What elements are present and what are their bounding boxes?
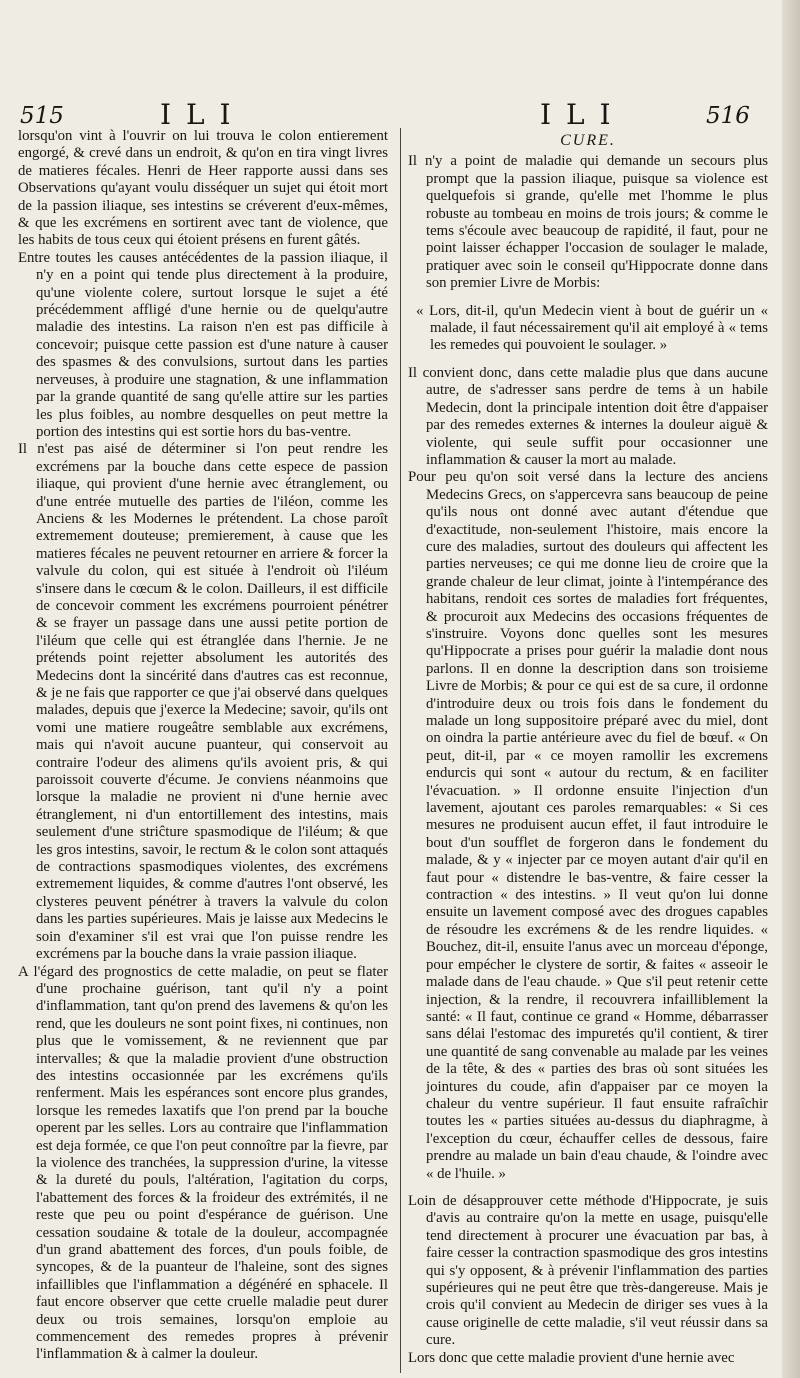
right-paragraph-2: Il convient donc, dans cette maladie plus que dans aucune autre, de s'adresser sans perdre de tems à un habile Medecin, dont la principale intention doit être d'appaiser par des remedes externes & internes la douleur aiguë & violente, qui seule suffit pour occasionner une inflammation & causer la mort au malade. xyxy=(408,364,768,468)
left-page-number: 515 xyxy=(20,103,64,129)
left-running-head: I L I xyxy=(160,98,234,131)
left-paragraph-2: Entre toutes les causes antécédentes de la passion iliaque, il n'y en a point qui tende plus directement à la produire, qu'une violente colere, surtout lorsque le sujet a été précédemment affligé d'une hernie ou de quelqu'autre maladie des intestins. La raison n'en est pas difficile à concevoir; puisque cette passion est d'une nature à causer des spasmes & des convulsions, surtout dans les parties nerveuses, à produire une stagnation, & une inflammation par la grande quantité de sang qu'elle attire sur les parties les plus foibles, au nombre desquelles on peut mettre la portion des intestins qui est sortie hors du bas-ventre. xyxy=(18,249,388,440)
right-column xyxy=(408,128,768,1374)
right-paragraph-5: Lors donc que cette maladie provient d'une hernie avec xyxy=(408,1349,735,1366)
right-running-head: I L I xyxy=(540,98,614,131)
hippocrates-quote: « Lors, dit-il, qu'un Medecin vient à bout de guérir un « malade, il faut nécessairement qu'il ait employé à « tems les remedes qui pouvoient le soulager. » xyxy=(416,302,768,354)
column-divider xyxy=(400,128,401,1373)
section-title-cure: CURE. xyxy=(560,132,616,149)
page-edge xyxy=(782,0,800,1378)
right-page-number: 516 xyxy=(706,103,750,129)
right-paragraph-3: Pour peu qu'on soit versé dans la lecture des anciens Medecins Grecs, on s'appercevra sans beaucoup de peine qu'ils nous ont donné avec autant d'étendue que d'exactitude, non-seulement l'histoire, mais encore la cure des maladies, surtout des douleurs qui affectent les parties nerveuses; ce qui me donne lieu de croire que la grande chaleur de leur climat, jointe à l'intempérance des habitans, rendoit ces sortes de maladies fort fréquentes, & procuroit aux Medecins des occasions fréquentes de s'instruire. Voyons donc quelles sont les mesures qu'Hippocrate a prises pour guérir la maladie dont nous parlons. Il en donne la description dans son troisieme Livre de Morbis; & pour ce qui est de sa cure, il ordonne d'introduire deux ou trois fois dans le fondement du malade un long suppositoire préparé avec du miel, dont on oindra la partie antérieure avec du fiel de bœuf. « On peut, dit-il, par « ce moyen ramollir les excremens endurcis qui sont « autour du rectum, & en faciliter l'évacuation. » Il ordonne ensuite l'injection d'un lavement, ajoutant ces paroles remarquables: « Si ces mesures ne produisent aucun effet, il faut introduire le bout d'un soufflet de forgeron dans le fondement du malade, & y « injecter par ce moyen autant d'air qu'il en faut pour « distendre le bas-ventre, & faire cesser la contraction « des intestins. » Il veut qu'on lui donne ensuite un lavement composé avec des drogues capables de résoudre les excrémens & de les rendre liquides. « Bouchez, dit-il, ensuite l'anus avec un morceau d'éponge, pour empécher le clystere de sortir, & faites « asseoir le malade dans de l'eau chaude. » Que s'il peut retenir cette injection, & la rendre, il recouvrera infailliblement la santé: « Il faut, continue ce grand « Homme, débarrasser sans délai l'estomac des impuretés qu'il contient, & tirer une quantité de sang convenable au malade par les veines de la tête, & des « parties des bras où sont situées les jointures du coude, afin d'appaiser par ce moyen la chaleur du ventre supérieur. Il faut ensuite rafraîchir toutes les « parties situées au-dessus du diaphragme, à l'exception du cœur, échauffer celles de dessous, faire prendre au malade un bain d'eau chaude, & l'oindre avec « de l'huile. » xyxy=(408,469,768,1182)
left-paragraph-1: lorsqu'on vint à l'ouvrir on lui trouva le colon entierement engorgé, & crevé dans un endroit, & qu'on en tira vingt livres de matieres fécales. Henri de Heer rapporte aussi dans ses Observations qu'ayant voulu disséquer un sujet qui étoit mort de la passion iliaque, ses intestins se créverent d'eux-mêmes, & que les excrémens en sortirent avec tant de violence, que les habits de tous ceux qui étoient présens en furent gâtés. xyxy=(18,128,388,249)
left-paragraph-4: A l'égard des prognostics de cette maladie, on peut se flater d'une prochaine guérison, tant qu'il n'y a point d'inflammation, tant qu'on prend des lavemens & qu'on les rend, que les douleurs ne sont point fixes, ni continues, non plus que le vomissement, & ne reviennent que par intervalles; & que la maladie provient d'une obstruction des intestins occasionnée par les excrémens qu'ils renferment. Mais les espérances sont encore plus grandes, lorsque les remedes laxatifs que l'on prend par la bouche operent par les selles. Lors au contraire que l'inflammation est deja formée, ce que l'on peut connoître par la fievre, par la violence des tranchées, la suppression d'urine, la vitesse & la dureté du pouls, l'altération, l'agitation du corps, l'abattement des forces & la froideur des extrémités, il ne reste que peu ou point d'espérance de guérison. Une cessation soudaine & totale de la douleur, accompagnée d'un grand abattement des forces, d'un pouls foible, de syncopes, & de la puanteur de l'haleine, sont des signes infaillibles que l'inflammation a dégénéré en sphacele. Il faut encore observer que cette cruelle maladie peut durer deux ou trois semaines, lorsqu'on emploie au commencement des remedes propres à prévenir l'inflammation & à calmer la douleur. xyxy=(18,963,388,1363)
right-paragraph-1: Il n'y a point de maladie qui demande un secours plus prompt que la passion iliaque, puisque sa violence est quelquefois si grande, qu'elle met l'homme le plus robuste au tombeau en moins de trois jours; & comme le tems s'écoule avec beaucoup de rapidité, il faut, pour ne point laisser échapper l'occasion de soulager le malade, pratiquer avec soin le conseil qu'Hippocrate donne dans son premier Livre de Morbis: xyxy=(408,153,768,292)
left-paragraph-3: Il n'est pas aisé de déterminer si l'on peut rendre les excrémens par la bouche dans cette espece de passion iliaque, qui provient d'une hernie avec étranglement, ou d'une entrée mutuelle des parties de l'iléon, comme les Anciens & les Modernes le prétendent. La chose paroît extremement douteuse; premierement, à cause que les matieres fécales ne peuvent retourner en arriere & forcer la valvule du colon, qui est située à l'endroit où l'iléum s'insere dans le cœcum & le colon. Dailleurs, il est difficile de concevoir comment les excrémens pourroient pénétrer & se frayer un passage dans une aussi petite portion de l'iléum que celle qui est étranglée dans l'hernie. Je ne prétends point rejetter absolument les autorités des Medecins dont la sincérité dans d'autres cas est reconnue, & je ne fais que rapporter ce que j'ai observé dans quelques malades, depuis que j'exerce la Medecine; savoir, qu'ils ont vomi une matiere rougeâtre semblable aux excrémens, mais qui n'avoit aucune puanteur, qui conservoit au contraire l'odeur des alimens qu'ils avoient pris, & qui paroissoit couverte d'écume. Je conviens néanmoins que lorsque la maladie ne provient ni d'une hernie avec étranglement, ni d'un entortillement des intestins, mais seulement d'une striĉture spasmodique de l'iléum; & que les gros intestins, savoir, le rectum & le colon sont attaqués de contractions spasmodiques violentes, des excrémens extremement liquides, & comme d'autres l'ont observé, les clysteres peuvent pénétrer à travers la valvule du colon dans les parties supérieures. Mais je laisse aux Medecins le soin d'examiner s'il est vrai que l'on puisse rendre les excrémens par la bouche dans la vraie passion iliaque. xyxy=(18,441,388,963)
right-paragraph-4: Loin de désapprouver cette méthode d'Hippocrate, je suis d'avis au contraire qu'on la mette en usage, puisqu'elle tend directement à procurer une évacuation par bas, à faire cesser la contraction spasmodique des gros intestins qui s'y opposent, & à prévenir l'inflammation des parties supérieures qui ne peut être que très-dangereuse. Mais je crois qu'il convient au Medecin de diriger ses vues à la cause originelle de cette maladie, s'il veut réussir dans sa cure. xyxy=(408,1192,768,1349)
left-column xyxy=(18,128,388,1374)
